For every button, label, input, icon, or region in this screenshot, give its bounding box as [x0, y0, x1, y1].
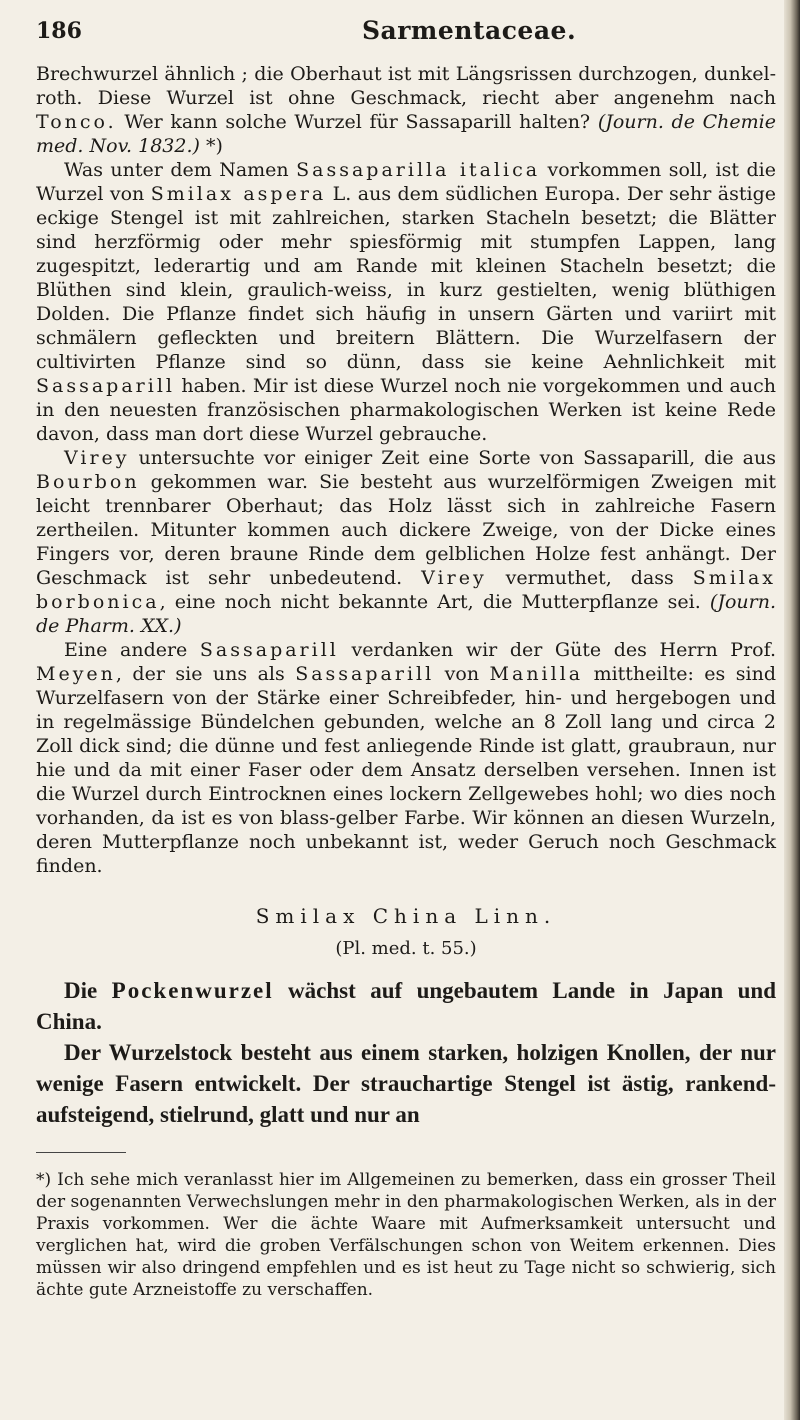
- text-run: , eine noch nicht bekannte Art, die Mutterpflanze sei.: [159, 591, 701, 613]
- footnote-text: [36, 1169, 776, 1301]
- spaced-name: Manilla: [489, 663, 584, 685]
- footnote-mark: *): [36, 1170, 52, 1190]
- paragraph: [36, 638, 776, 878]
- text-run: verdanken wir der Güte des Herrn Prof.: [338, 639, 776, 661]
- spaced-name: Smilax aspera: [150, 183, 327, 205]
- section-title: Smilax China Linn.: [255, 904, 557, 928]
- paragraph: Der Wurzelstock besteht aus einem starken, holzigen Knollen, der nur wenige Fasern entwickelt. Der strauchartige Stengel ist ästig, rankend-aufsteigend, stielrund, glatt und nur an: [36, 1040, 776, 1127]
- text-run: gekommen war. Sie besteht aus wurzelförmigen Zweigen mit leicht trennbarer Oberhaut; das Holz lässt sich in zahlreiche Fasern zertheilen. Mitunter kommen auch dickere Zweige, von der Dicke eines Fingers vor, deren braune Rinde dem gelblichen Holze fest anhängt. Der Geschmack ist sehr unbedeutend.: [36, 471, 776, 589]
- text-run: Was unter dem Namen: [64, 159, 297, 181]
- paragraph: [36, 975, 776, 1037]
- large-text: [36, 975, 776, 1130]
- text-run: Die: [64, 978, 112, 1003]
- spaced-name: Pockenwurzel: [111, 978, 274, 1003]
- text-run: von: [434, 663, 490, 685]
- spaced-name: Virey: [421, 567, 487, 589]
- spaced-name: Sassaparilla italica: [296, 159, 541, 181]
- footnote-divider: [36, 1152, 126, 1153]
- spaced-name: Sassaparill: [295, 663, 435, 685]
- text-run: untersuchte vor einiger Zeit eine Sorte von Sassaparill, die aus: [129, 447, 776, 469]
- running-head: [36, 0, 776, 62]
- text-run: Wer kann solche Wurzel für Sassaparill halten?: [116, 111, 591, 133]
- main-text: [36, 62, 776, 878]
- text-run: mittheilte: es sind Wurzelfasern von der Stärke einer Schreibfeder, hin- und hergebogen und in regelmässige Bündelchen gebunden, welche an 8 Zoll lang und circa 2 Zoll dick sind; die dünne und fest anliegende Rinde ist glatt, graubraun, nur hie und da mit einer Faser oder dem Ansatz derselben versehen. Innen ist die Wurzel durch Eintrocknen eines lockern Zellgewebes hohl; wo dies noch vorhanden, da ist es von blass-gelber Farbe. Wir können an diesen Wurzeln, deren Mutterpflanze noch unbekannt ist, weder Geruch noch Geschmack finden.: [36, 663, 776, 877]
- spaced-name: Meyen: [36, 663, 116, 685]
- text-run: Eine andere: [64, 639, 200, 661]
- footnote-ref: *): [199, 135, 223, 157]
- spaced-name: Virey: [64, 447, 130, 469]
- running-title: Sarmentaceae.: [362, 16, 577, 45]
- citation: (Journ. de Chemie med. Nov. 1832.): [36, 111, 776, 157]
- footnote: [36, 1169, 776, 1301]
- book-page-edge: [784, 0, 800, 1420]
- spaced-name: Sassaparill: [199, 639, 339, 661]
- text-run: wächst auf ungebautem Lande in Japan und China.: [36, 978, 777, 1034]
- text-run: , der sie uns als: [115, 663, 296, 685]
- paragraph: [36, 158, 776, 446]
- spaced-name: Sassaparill: [36, 375, 175, 397]
- book-page: [36, 0, 776, 1301]
- page-number: 186: [36, 18, 82, 44]
- spaced-name: Bourbon: [36, 471, 140, 493]
- text-run: vorkommen soll, ist die Wurzel von: [36, 159, 776, 205]
- section-reference: (Pl. med. t. 55.): [335, 938, 477, 959]
- spaced-name: Tonco.: [36, 111, 117, 133]
- text-run: Ich sehe mich veranlasst hier im Allgemeinen zu bemerken, dass ein grosser Theil der sogenannten Verwechslungen mehr in den pharmakologischen Werken, als in der Praxis vorkommen. Wer die ächte Waare mit Aufmerksamkeit untersucht und verglichen hat, wird die groben Verfälschungen schon von Weitem erkennen. Dies müssen wir also dringend empfehlen und es ist heut zu Tage nicht so schwierig, sich ächte gute Arzneistoffe zu verschaffen.: [36, 1170, 776, 1300]
- text-run: L. aus dem südlichen Europa. Der sehr ästige eckige Stengel ist mit zahlreichen, starken Stacheln besetzt; die Blätter sind herzförmig oder mehr spiesförmig mit stumpfen Lappen, lang zugespitzt, lederartig und am Rande mit kleinen Stacheln besetzt; die Blüthen sind klein, graulich-weiss, in kurz gestielten, wenig blüthigen Dolden. Die Pflanze findet sich häufig in unsern Gärten und variirt mit schmälern gefleckten und breitern Blättern. Die Wurzelfasern der cultivirten Pflanze sind so dünn, dass sie keine Aehnlichkeit mit: [36, 183, 776, 373]
- text-run: vermuthet, dass: [486, 567, 693, 589]
- paragraph: [36, 446, 776, 638]
- paragraph: [36, 62, 776, 158]
- citation: (Journ. de Pharm. XX.): [36, 591, 776, 637]
- text-run: haben. Mir ist diese Wurzel noch nie vorgekommen und auch in den neuesten französischen pharmakologischen Werken ist keine Rede davon, dass man dort diese Wurzel gebrauche.: [36, 375, 776, 445]
- spaced-name: Smilax borbonica: [36, 567, 777, 613]
- text-run: Brechwurzel ähnlich ; die Oberhaut ist mit Längsrissen durchzogen, dunkel-roth. Diese Wurzel ist ohne Geschmack, riecht aber angenehm nach: [36, 63, 776, 109]
